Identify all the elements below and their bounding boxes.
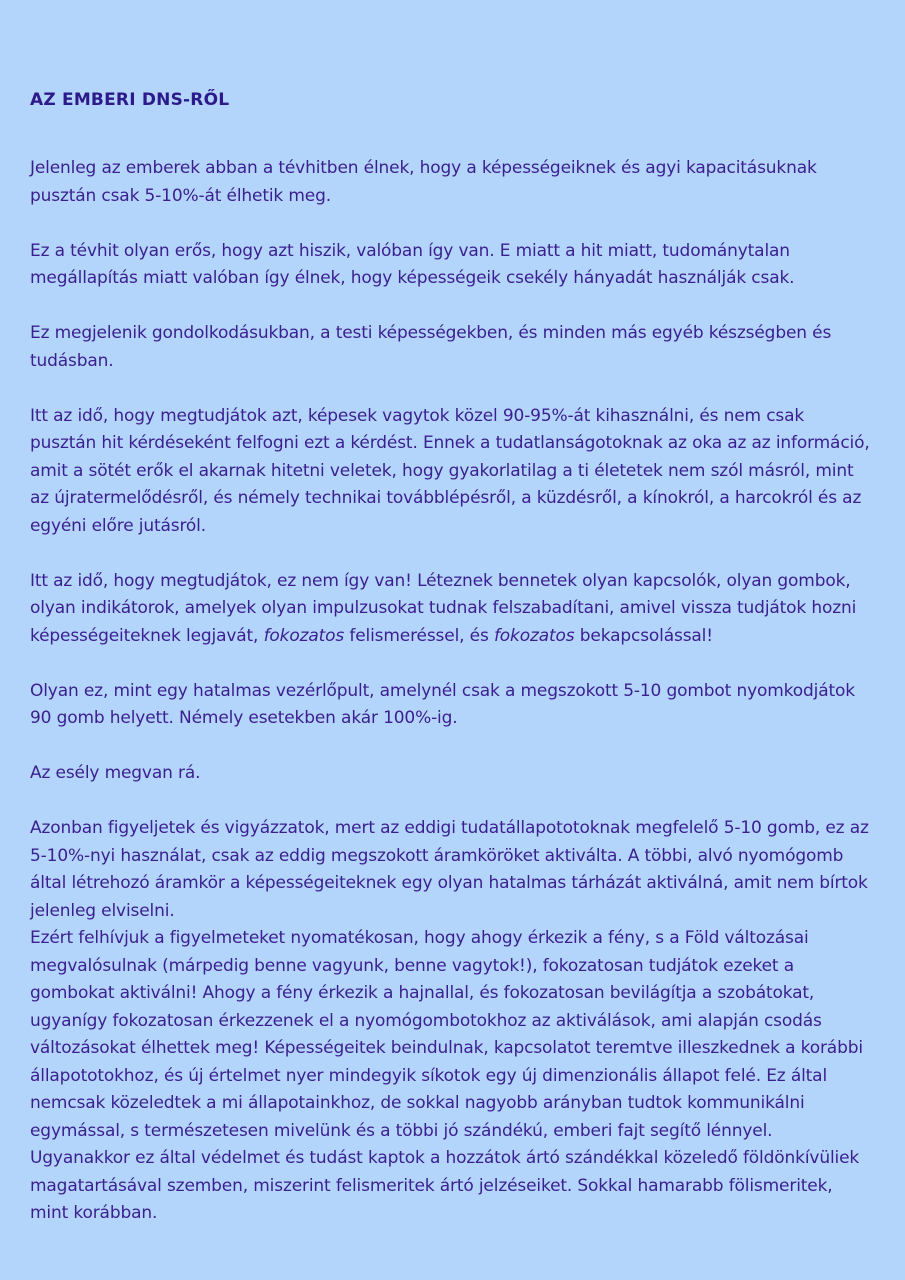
paragraph-7: Az esély megvan rá. <box>30 763 201 783</box>
paragraph-5 <box>30 568 875 651</box>
paragraph-4: Itt az idő, hogy megtudjátok azt, képesek vagytok közel 90-95%-át kihasználni, és nem csak pusztán hit kérdéseként felfogni ezt a kérdést. Ennek a tudatlanságotoknak az oka az az információ, amit a sötét erők el akarnak hitetni veletek, hogy gyakorlatilag a ti életetek nem szól másról, mint az újratermelődésről, és némely technikai továbblépésről, a küzdésről, a kínokról, a harcokról és az egyéni előre jutásról. <box>30 405 870 536</box>
paragraph-3: Ez megjelenik gondolkodásukban, a testi képességekben, és minden más egyéb készségben és tudásban. <box>30 323 832 371</box>
paragraph-9: Ezért felhívjuk a figyelmeteket nyomatékosan, hogy ahogy érkezik a fény, s a Föld változásai megvalósulnak (márpedig benne vagyunk, benne vagytok!), fokozatosan tudjátok ezeket a gombokat aktiválni! Ahogy a fény érkezik a hajnallal, és fokozatosan bevilágítja a szobátokat, ugyanígy fokozatosan érkezzenek el a nyomógombotokhoz az aktiválások, ami alapján csodás változásokat élhettek meg! Képességeitek beindulnak, kapcsolatot teremtve illeszkednek a korábbi állapototokhoz, és új értelmet nyer mindegyik síkotok egy új dimenzionális állapot felé. Ez által nemcsak közeledtek a mi állapotainkhoz, de sokkal nagyobb arányban tudtok kommunikálni egymással, s természetesen mivelünk és a többi jó szándékú, emberi fajt segítő lénnyel. Ugyanakkor ez által védelmet és tudást kaptok a hozzátok ártó szándékkal közeledő földönkívüliek magatartásával szemben, miszerint felismeritek ártó jelzéseiket. Sokkal hamarabb fölismeritek, mint korábban. <box>30 928 863 1223</box>
paragraph-2: Ez a tévhit olyan erős, hogy azt hiszik, valóban így van. E miatt a hit miatt, tudománytalan megállapítás miatt valóban így élnek, hogy képességeik csekély hányadát használják csak. <box>30 240 795 288</box>
paragraph-5-text-2: felismeréssel, és <box>344 625 494 646</box>
paragraph-8: Azonban figyeljetek és vigyázzatok, mert az eddigi tudatállapototoknak megfelelő 5-10 gomb, ez az 5-10%-nyi használat, csak az eddig megszokott áramköröket aktiválta. A többi, alvó nyomógomb által létrehozó áramkör a képességeiteknek egy olyan hatalmas tárházát aktiválná, amit nem bírtok jelenleg elviselni. <box>30 818 869 921</box>
paragraph-5-text-1: Itt az idő, hogy megtudjátok, ez nem így van! Léteznek bennetek olyan kapcsolók, olyan gombok, olyan indikátorok, amelyek olyan impulzusokat tudnak felszabadítani, amivel vissza tudjátok hozni képességeiteknek legjavát, <box>30 570 857 646</box>
paragraph-5-text-3: bekapcsolással! <box>574 625 713 646</box>
paragraph-5-emphasis-1: fokozatos <box>263 625 345 646</box>
paragraph-1: Jelenleg az emberek abban a tévhitben élnek, hogy a képességeiknek és agyi kapacitásuknak pusztán csak 5-10%-át élhetik meg. <box>30 158 817 206</box>
paragraph-5-emphasis-2: fokozatos <box>493 625 575 646</box>
paragraph-6: Olyan ez, mint egy hatalmas vezérlőpult, amelynél csak a megszokott 5-10 gombot nyomkodjátok 90 gomb helyett. Némely esetekben akár 100%-ig. <box>30 680 855 728</box>
document-title: AZ EMBERI DNS-RŐL <box>30 90 230 110</box>
